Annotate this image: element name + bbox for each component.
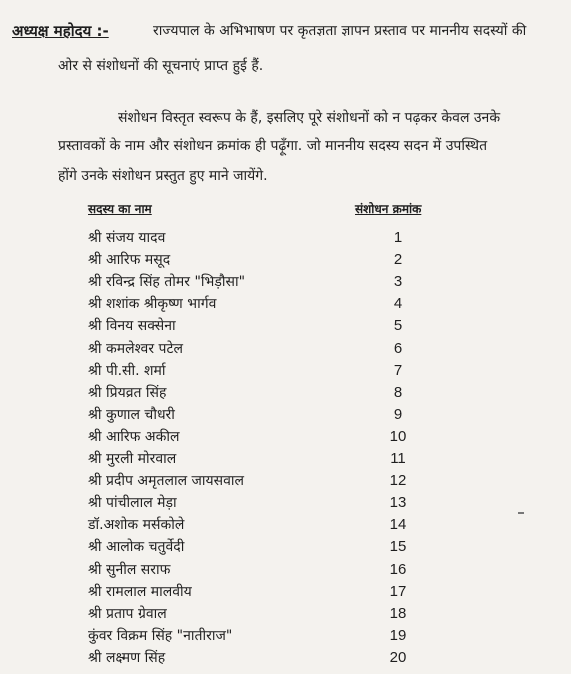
member-name: श्री सुनील सराफ bbox=[88, 562, 171, 578]
amendment-number: 19 bbox=[389, 627, 407, 644]
member-name: श्री रामलाल मालवीय bbox=[88, 584, 192, 600]
member-name: श्री कुणाल चौधरी bbox=[88, 407, 175, 423]
member-name: श्री मुरली मोरवाल bbox=[88, 451, 177, 467]
amendment-number: 20 bbox=[389, 649, 407, 666]
amendment-number: 8 bbox=[393, 384, 403, 401]
member-name: श्री प्रदीप अमृतलाल जायसवाल bbox=[88, 473, 245, 489]
member-name: श्री शशांक श्रीकृष्ण भार्गव bbox=[88, 296, 217, 312]
member-name: डॉ.अशोक मर्सकोले bbox=[88, 517, 185, 533]
instruction-line-1: संशोधन विस्तृत स्वरूप के हैं, इसलिए पूरे संशोधनों को न पढ़कर केवल उनके bbox=[118, 110, 501, 126]
amendment-number: 16 bbox=[389, 561, 407, 578]
member-name: श्री आरिफ अकील bbox=[88, 429, 180, 445]
member-name: श्री प्रियव्रत सिंह bbox=[88, 385, 167, 401]
instruction-line-2: प्रस्तावकों के नाम और संशोधन क्रमांक ही पढ़ूँगा. जो माननीय सदस्य सदन में उपस्थित bbox=[58, 138, 488, 154]
amendment-number: 2 bbox=[393, 251, 403, 268]
amendment-number: 4 bbox=[393, 295, 403, 312]
amendment-number: 13 bbox=[389, 494, 407, 511]
amendment-number: 12 bbox=[389, 472, 407, 489]
member-name: कुंवर विक्रम सिंह "नातीराज" bbox=[88, 628, 233, 644]
member-name: श्री लक्ष्मण सिंह bbox=[88, 650, 166, 666]
member-name: श्री पांचीलाल मेड़ा bbox=[88, 495, 177, 511]
instruction-line-3: होंगे उनके संशोधन प्रस्तुत हुए माने जायेंगे. bbox=[58, 168, 268, 184]
amendment-number: 3 bbox=[393, 273, 403, 290]
amendment-number: 1 bbox=[393, 229, 403, 246]
amendment-number: 5 bbox=[393, 317, 403, 334]
amendment-number-header: संशोधन क्रमांक bbox=[355, 202, 422, 216]
member-name-header: सदस्य का नाम bbox=[88, 202, 152, 216]
amendment-number: 9 bbox=[393, 406, 403, 423]
amendment-number: 7 bbox=[393, 362, 403, 379]
amendment-number: 10 bbox=[389, 428, 407, 445]
amendment-number: 14 bbox=[389, 516, 407, 533]
amendment-number: 15 bbox=[389, 538, 407, 555]
member-name: श्री प्रताप ग्रेवाल bbox=[88, 606, 167, 622]
announcement-line-2: ओर से संशोधनों की सूचनाएं प्राप्त हुई हैं. bbox=[58, 58, 264, 74]
scan-mark bbox=[518, 512, 524, 514]
amendment-number: 18 bbox=[389, 605, 407, 622]
member-name: श्री विनय सक्सेना bbox=[88, 318, 176, 334]
speaker-label: अध्यक्ष महोदय :- bbox=[12, 22, 109, 40]
member-name: श्री कमलेश्वर पटेल bbox=[88, 341, 184, 357]
member-name: श्री पी.सी. शर्मा bbox=[88, 363, 166, 379]
amendment-number: 17 bbox=[389, 583, 407, 600]
announcement-line-1: राज्यपाल के अभिभाषण पर कृतज्ञता ज्ञापन प्रस्ताव पर माननीय सदस्यों की bbox=[153, 23, 527, 39]
member-name: श्री आलोक चतुर्वेदी bbox=[88, 539, 185, 555]
amendment-number: 6 bbox=[393, 340, 403, 357]
amendment-number: 11 bbox=[390, 450, 406, 467]
member-name: श्री संजय यादव bbox=[88, 230, 166, 246]
member-name: श्री रविन्द्र सिंह तोमर "भिड़ौसा" bbox=[88, 274, 246, 290]
member-name: श्री आरिफ मसूद bbox=[88, 252, 171, 268]
